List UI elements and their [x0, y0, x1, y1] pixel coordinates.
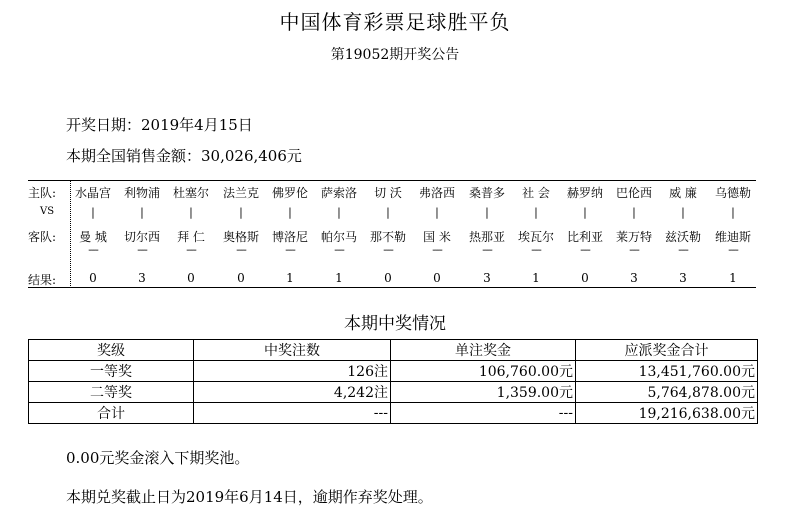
vs-label: VS	[40, 206, 55, 217]
dash-separator: ----	[482, 245, 492, 256]
unit-prize: 1,359.00元	[391, 382, 576, 403]
vs-separator: |	[435, 206, 439, 219]
unit-prize: ---	[391, 403, 576, 424]
dash-separator: ----	[629, 245, 639, 256]
prize-level: 二等奖	[29, 382, 194, 403]
away-team: 莱万特	[615, 230, 652, 244]
table-row	[29, 403, 758, 424]
vs-separator: |	[91, 206, 95, 219]
match-result: 0	[187, 271, 195, 285]
dash-separator: ----	[531, 245, 541, 256]
table-row	[29, 361, 758, 382]
vs-separator: |	[485, 206, 489, 219]
match-result: 0	[384, 271, 392, 285]
winner-count: 4,242注	[194, 382, 391, 403]
vs-separator: |	[386, 206, 390, 219]
dash-separator: ----	[432, 245, 442, 256]
home-team: 威 廉	[669, 186, 697, 200]
vs-separator: |	[534, 206, 538, 219]
prize-table	[28, 339, 758, 424]
dash-separator: ----	[285, 245, 295, 256]
away-team: 切尔西	[123, 230, 160, 244]
match-result: 0	[581, 271, 589, 285]
dash-separator: ----	[186, 245, 196, 256]
away-team-label: 客队:	[28, 230, 57, 244]
home-team: 弗洛西	[418, 186, 455, 200]
home-team: 切 沃	[374, 186, 402, 200]
total-prize: 5,764,878.00元	[576, 382, 758, 403]
vs-separator: |	[583, 206, 587, 219]
home-team: 萨索洛	[320, 186, 357, 200]
home-team: 水晶宫	[74, 186, 111, 200]
dash-separator: ----	[236, 245, 246, 256]
winner-count: ---	[194, 403, 391, 424]
away-team: 热那亚	[468, 230, 505, 244]
result-label: 结果:	[28, 273, 57, 287]
away-team: 维迪斯	[714, 230, 751, 244]
vs-separator: |	[681, 206, 685, 219]
match-result: 1	[335, 271, 343, 285]
draw-date: 开奖日期：2019年4月15日	[66, 116, 253, 134]
home-team: 赫罗纳	[566, 186, 603, 200]
away-team: 埃瓦尔	[517, 230, 554, 244]
home-team: 乌德勒	[714, 186, 751, 200]
away-team: 曼 城	[79, 230, 107, 244]
page-title: 中国体育彩票足球胜平负	[279, 10, 511, 34]
away-team: 拜 仁	[177, 230, 205, 244]
match-result: 1	[532, 271, 540, 285]
dash-separator: ----	[383, 245, 393, 256]
away-team: 博洛尼	[271, 230, 308, 244]
deadline-note: 本期兑奖截止日为2019年6月14日，逾期作弃奖处理。	[66, 488, 433, 506]
vs-separator: |	[140, 206, 144, 219]
header-cell: 应派奖金合计	[576, 340, 758, 361]
vs-separator: |	[337, 206, 341, 219]
dash-separator: ----	[678, 245, 688, 256]
away-team: 奥格斯	[222, 230, 259, 244]
home-team: 佛罗伦	[271, 186, 308, 200]
winner-count: 126注	[194, 361, 391, 382]
vs-separator: |	[239, 206, 243, 219]
total-prize: 13,451,760.00元	[576, 361, 758, 382]
dash-separator: ----	[728, 245, 738, 256]
dash-separator: ----	[580, 245, 590, 256]
match-result: 0	[237, 271, 245, 285]
match-result: 3	[630, 271, 638, 285]
away-team: 那不勒	[369, 230, 406, 244]
vs-separator: |	[731, 206, 735, 219]
vs-separator: |	[288, 206, 292, 219]
home-team: 杜塞尔	[172, 186, 209, 200]
dash-separator: ----	[334, 245, 344, 256]
prize-table-header	[29, 340, 758, 361]
dash-separator: ----	[137, 245, 147, 256]
match-result: 3	[679, 271, 687, 285]
match-result: 1	[729, 271, 737, 285]
table-row	[29, 382, 758, 403]
match-result: 1	[286, 271, 294, 285]
home-team: 法兰克	[222, 186, 259, 200]
vs-separator: |	[632, 206, 636, 219]
rollover-note: 0.00元奖金滚入下期奖池。	[66, 449, 250, 467]
home-team: 桑普多	[468, 186, 505, 200]
vs-separator: |	[189, 206, 193, 219]
header-cell: 单注奖金	[391, 340, 576, 361]
home-team: 社 会	[522, 186, 550, 200]
header-cell: 中奖注数	[194, 340, 391, 361]
match-result: 0	[89, 271, 97, 285]
prize-section-title: 本期中奖情况	[344, 314, 446, 334]
header-cell: 奖级	[29, 340, 194, 361]
away-team: 兹沃勒	[664, 230, 701, 244]
issue-subtitle: 第19052期开奖公告	[330, 47, 460, 63]
match-result: 0	[433, 271, 441, 285]
home-team-label: 主队:	[28, 186, 57, 200]
away-team: 国 米	[423, 230, 451, 244]
match-result: 3	[483, 271, 491, 285]
prize-level: 合计	[29, 403, 194, 424]
match-result: 3	[138, 271, 146, 285]
dash-separator: ----	[88, 245, 98, 256]
home-team: 利物浦	[123, 186, 160, 200]
unit-prize: 106,760.00元	[391, 361, 576, 382]
sales-amount: 本期全国销售金额：30,026,406元	[66, 147, 302, 165]
away-team: 帕尔马	[320, 230, 357, 244]
total-prize: 19,216,638.00元	[576, 403, 758, 424]
prize-level: 一等奖	[29, 361, 194, 382]
away-team: 比利亚	[566, 230, 603, 244]
home-team: 巴伦西	[615, 186, 652, 200]
